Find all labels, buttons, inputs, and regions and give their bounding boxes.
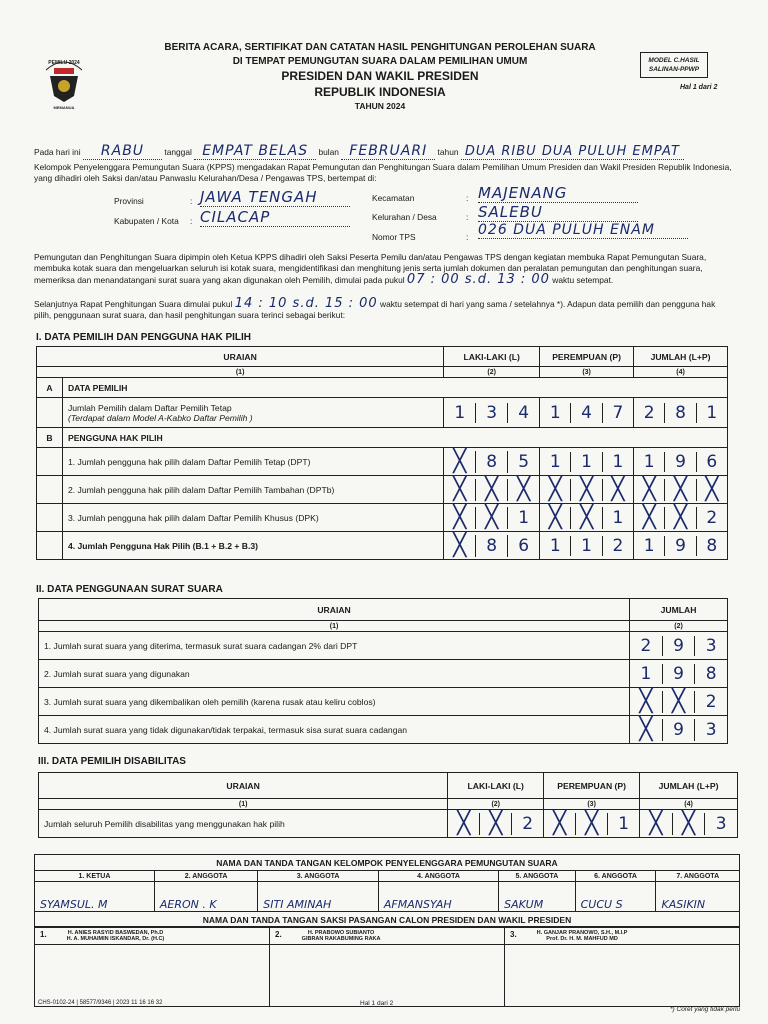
handwritten-digit: 8 xyxy=(475,451,507,473)
cross-mark: ╳ xyxy=(662,691,695,713)
handwritten-digit: 3 xyxy=(704,813,737,835)
section3-title: III. DATA PEMILIH DISABILITAS xyxy=(38,756,186,767)
handwritten-digit: 2 xyxy=(694,691,727,713)
handwritten-digit: 3 xyxy=(475,403,507,423)
handwritten-digit: 6 xyxy=(696,452,727,472)
counting-time: 14 : 10 s.d. 15 : 00 xyxy=(234,296,378,311)
section3-table: URAIAN LAKI-LAKI (L) PEREMPUAN (P) JUMLAH (L+P) (1) (2) (3) (4) Jumlah seluruh Pemilih disabilitas yang menggunakan hak pilih ╳ ╳ 2 ╳ ╳ 1 ╳ ╳ 3 xyxy=(38,772,738,838)
col-perempuan: PEREMPUAN (P) xyxy=(540,347,634,367)
kpps-role: 3. ANGGOTA xyxy=(258,871,379,882)
cross-mark: ╳ xyxy=(475,479,507,501)
kpps-signature-name: SAKUM xyxy=(499,882,575,912)
handwritten-digit: 1 xyxy=(549,535,561,556)
kabupaten-label: Kabupaten / Kota xyxy=(114,216,179,226)
footer-page: Hal 1 dari 2 xyxy=(360,1000,394,1007)
kecamatan-value: MAJENANG xyxy=(478,184,638,203)
table-row: 3. Jumlah pengguna hak pilih dalam Daftar Pemilih Khusus (DPK) ╳ ╳ 1 ╳ ╳ 1 ╳ ╳ 2 xyxy=(37,504,728,532)
cross-mark: ╳ xyxy=(548,504,562,530)
handwritten-digit: 9 xyxy=(662,664,695,684)
date-line: Pada hari ini RABU tanggal EMPAT BELAS bulan FEBRUARI tahun DUA RIBU DUA PULUH EMPAT xyxy=(34,146,734,158)
handwritten-digit: 1 xyxy=(549,402,561,423)
tahun-value: DUA RIBU DUA PULUH EMPAT xyxy=(461,144,684,160)
cross-mark: ╳ xyxy=(570,507,601,529)
saksi-3-sign xyxy=(505,945,740,1007)
cross-mark: ╳ xyxy=(602,479,633,501)
kpps-role: 1. KETUA xyxy=(35,871,155,882)
handwritten-digit: 1 xyxy=(454,402,466,423)
model-badge: MODEL C.HASIL SALINAN-PPWP xyxy=(640,52,708,78)
kpps-role: 7. ANGGOTA xyxy=(656,871,740,882)
handwritten-digit: 8 xyxy=(475,535,507,557)
saksi-candidate-header: 2. H. PRABOWO SUBIANTO GIBRAN RAKABUMING RAKA xyxy=(270,927,505,945)
section1-title: I. DATA PEMILIH DAN PENGGUNA HAK PILIH xyxy=(36,332,251,343)
cross-mark: ╳ xyxy=(457,810,471,836)
table-row: 2. Jumlah surat suara yang digunakan 1 9 8 xyxy=(39,660,728,688)
kpps-signature-name: AFMANSYAH xyxy=(378,882,498,912)
kpps-signature-name: CUCU S xyxy=(575,882,656,912)
counting-paragraph: Selanjutnya Rapat Penghitungan Suara dimulai pukul 14 : 10 s.d. 15 : 00 waktu setempat di hari yang sama / setelahnya *). Adapun data pemilih dan pengguna hak pilih, penggunaan surat suara, dan hasil penghitungan suara terinci sebagai berikut: xyxy=(34,296,716,320)
handwritten-digit: 2 xyxy=(602,536,633,556)
title-line5: TAHUN 2024 xyxy=(354,101,406,111)
cross-mark: ╳ xyxy=(553,810,567,836)
table-row: 1. Jumlah pengguna hak pilih dalam Daftar Pemilih Tetap (DPT) ╳ 8 5 1 1 1 1 9 6 xyxy=(37,448,728,476)
col-uraian: URAIAN xyxy=(37,347,444,367)
kpps-signature-name: SYAMSUL. M xyxy=(35,882,155,912)
table-row: Jumlah seluruh Pemilih disabilitas yang menggunakan hak pilih ╳ ╳ 2 ╳ ╳ 1 ╳ ╳ 3 xyxy=(39,810,738,838)
cross-mark: ╳ xyxy=(696,479,727,501)
handwritten-digit: 1 xyxy=(643,451,655,472)
kpps-role: 4. ANGGOTA xyxy=(378,871,498,882)
handwritten-digit: 3 xyxy=(694,636,727,656)
table-row: 4. Jumlah surat suara yang tidak digunakan/tidak terpakai, termasuk sisa surat suara cadangan ╳ 9 3 xyxy=(39,716,728,744)
handwritten-digit: 8 xyxy=(694,664,727,684)
page-indicator: Hal 1 dari 2 xyxy=(680,84,718,91)
cross-mark: ╳ xyxy=(649,810,663,836)
form-page: PEMILU 2024 MEMANUA BERITA ACARA, SERTIFIKAT DAN CATATAN HASIL PENGHITUNGAN PEROLEHAN SUARA DI TEMPAT PEMUNGUTAN SUARA DALAM PEMILIHAN UMUM PRESIDEN DAN WAKIL PRESIDEN REPUBLIK INDONESIA TAHUN 2024 MODEL C.HASIL SALINAN-PPWP Hal 1 dari 2 Pada hari ini RABU tanggal EMPAT BELAS bulan FEBRUARI tahun DUA RIBU DUA PULUH EMPAT Kelompok Penyelenggara Pemungutan Suara (KPPS) mengadakan Rapat Pemungutan dan Penghitungan Suara dalam Pemilihan Umum Presiden dan Wakil Presiden Republik Indonesia, yang dihadiri oleh Saksi dan/atau Panwaslu Kelurahan/Desa / Pengawas TPS, bertempat di: Provinsi : JAWA TENGAH Kabupaten / Kota : CILACAP Kecamatan : MAJENANG Kelurahan / Desa : SALEBU Nomor TPS : 026 DUA PULUH ENAM Pemungutan dan Penghitungan Suara dipimpin oleh Ketua KPPS dihadiri oleh Saksi Peserta Pemilu dan/atau Pengawas TPS dengan kegiatan membuka Rapat Pemungutan Suara, membuka kotak suara dan mengeluarkan seluruh isi kotak suara, mengidentifikasi dan menghitung jenis serta jumlah dokumen dan peralatan pemungutan dan penghitungan suara, memeriksa dan menandatangani surat suara yang akan digunakan oleh Pemilih, dimulai pada pukul 07 : 00 s.d. 13 : 00 waktu setempat. Selanjutnya Rapat Penghitungan Suara dimulai pukul 14 : 10 s.d. 15 : 00 waktu setempat di hari yang sama / setelahnya *). Adapun data pemilih dan pengguna hak pilih, penggunaan surat suara, dan hasil penghitungan suara terinci sebagai berikut: I. DATA PEMILIH DAN PENGGUNA HAK PILIH URAIAN LAKI-LAKI (L) PEREMPUAN (P) JUMLAH (L+P) (1) (2) (3) (4) A DATA PEMILIH Jumlah Pemilih dalam Daftar Pemilih Tetap (Terdapat dalam Model A-Kabko Daftar Pemilih ) 1 3 4 1 4 7 2 8 1 B PENGGUNA HAK PILIH 1. Jumlah pengguna hak pilih dalam Daftar Pemilih Tetap (DPT) ╳ 8 5 1 1 1 1 9 6 2. Jumlah pengguna hak pilih dalam Daftar Pemilih Tambahan (DPTb) ╳ ╳ ╳ ╳ ╳ ╳ ╳ ╳ ╳ 3. Jumlah pengguna hak pilih dalam Daftar Pemilih Khusus (DPK) ╳ ╳ 1 ╳ ╳ 1 ╳ ╳ 2 4. Jumlah Pengguna Hak Pilih (B.1 + B.2 + B.3) ╳ 8 6 1 1 2 1 9 8 II. DATA PENGGUNAAN SURAT SUARA URAIAN JUMLAH (1) (2) 1. Jumlah surat suara yang diterima, termasuk surat suara cadangan 2% dari DPT 2 9 3 2. Jumlah surat suara yang digunakan 1 9 8 3. Jumlah surat suara yang dikembalikan oleh pemilih (karena rusak atau keliru coblos) ╳ ╳ 2 4. Jumlah surat suara yang tidak digunakan/tidak terpakai, termasuk sisa surat suara cadangan ╳ 9 3 III. DATA PEMILIH DISABILITAS URAIAN LAKI-LAKI (L) PEREMPUAN (P) JUMLAH (L+P) (1) (2) (3) (4) Jumlah seluruh Pemilih disabilitas yang menggunakan hak pilih ╳ ╳ 2 ╳ ╳ 1 ╳ ╳ 3 NAMA DAN TANDA TANGAN KELOMPOK PENYELENGGARA PEMUNGUTAN SUARA 1. KETUA 2. ANGGOTA 3. ANGGOTA 4. ANGGOTA 5. ANGGOTA 6. ANGGOTA 7. ANGGOTA SYAMSUL. M AERON . K SITI AMINAH AFMANSYAH SAKUM CUCU S KASIKIN NAMA DAN TANDA TANGAN SAKSI PASANGAN CALON PRESIDEN DAN WAKIL PRESIDEN 1. H. ANIES RASYID BASWEDAN, Ph.D H. A. MUHAIMIN ISKANDAR, Dr. (H.C) 2. H. PRABOWO SUBIANTO GIBRAN RAKABUMING RAKA 3. H. GANJAR PRANOWO, S.H., M.I.P Prof. Dr. H. M. MAHFUD MD CHS-0102-24 | 58577/9346 | 2023 11 16 16 32 Hal 1 dari 2 *) Coret yang tidak perlu xyxy=(0,0,768,1024)
intro-paragraph: Kelompok Penyelenggara Pemungutan Suara (KPPS) mengadakan Rapat Pemungutan dan Penghitungan Suara dalam Pemilihan Umum Presiden dan Wakil Presiden Republik Indonesia, yang dihadiri oleh Saksi dan/atau Panwaslu Kelurahan/Desa / Pengawas TPS, bertempat di: xyxy=(34,162,732,183)
tanggal-value: EMPAT BELAS xyxy=(194,143,316,160)
procedure-paragraph: Pemungutan dan Penghitungan Suara dipimpin oleh Ketua KPPS dihadiri oleh Saksi Peserta Pemilu dan/atau Pengawas TPS dengan kegiatan membuka Rapat Pemungutan Suara, membuka kotak suara dan mengeluarkan seluruh isi kotak suara, mengidentifikasi dan menghitung jenis serta jumlah dokumen dan peralatan pemungutan dan penghitungan suara, memeriksa dan menandatangani surat suara yang akan digunakan oleh Pemilih, dimulai pada pukul 07 : 00 s.d. 13 : 00 waktu setempat. xyxy=(34,252,707,287)
kelurahan-value: SALEBU xyxy=(478,203,638,222)
table-row: 4. Jumlah Pengguna Hak Pilih (B.1 + B.2 + B.3) ╳ 8 6 1 1 2 1 9 8 xyxy=(37,532,728,560)
kabupaten-value: CILACAP xyxy=(200,208,350,227)
handwritten-digit: 4 xyxy=(507,403,539,423)
handwritten-digit: 2 xyxy=(511,813,543,835)
handwritten-digit: 1 xyxy=(602,452,633,472)
footer-note: *) Coret yang tidak perlu xyxy=(670,1006,741,1013)
form-code: CHS-0102-24 | 58577/9346 | 2023 11 16 16 32 xyxy=(38,1000,163,1006)
cross-mark: ╳ xyxy=(639,716,653,742)
cross-mark: ╳ xyxy=(453,504,467,530)
handwritten-digit: 6 xyxy=(507,535,539,557)
handwritten-digit: 1 xyxy=(602,507,633,529)
provinsi-label: Provinsi xyxy=(114,196,144,206)
cross-mark: ╳ xyxy=(642,476,656,502)
kpps-signature-name: AERON . K xyxy=(154,882,257,912)
cross-mark: ╳ xyxy=(479,813,511,835)
table-row: 1. Jumlah surat suara yang diterima, termasuk surat suara cadangan 2% dari DPT 2 9 3 xyxy=(39,632,728,660)
col-jumlah: JUMLAH (L+P) xyxy=(634,347,728,367)
handwritten-digit: 7 xyxy=(602,403,633,423)
handwritten-digit: 3 xyxy=(694,719,727,741)
cross-mark: ╳ xyxy=(507,479,539,501)
logo-bottom-text: MEMANUA xyxy=(53,105,75,110)
handwritten-digit: 8 xyxy=(696,536,727,556)
table-row: 3. Jumlah surat suara yang dikembalikan oleh pemilih (karena rusak atau keliru coblos) ╳ ╳ 2 xyxy=(39,688,728,716)
handwritten-digit: 1 xyxy=(640,663,652,684)
handwritten-digit: 9 xyxy=(662,719,695,741)
logo-top-text: PEMILU 2024 xyxy=(48,60,80,66)
cross-mark: ╳ xyxy=(664,507,695,529)
kpps-signature-name: KASIKIN xyxy=(656,882,740,912)
handwritten-digit: 9 xyxy=(664,452,695,472)
saksi-candidate-header: 3. H. GANJAR PRANOWO, S.H., M.I.P Prof. Dr. H. M. MAHFUD MD xyxy=(505,927,740,945)
handwritten-digit: 9 xyxy=(664,536,695,556)
provinsi-value: JAWA TENGAH xyxy=(200,188,350,207)
data-pemilih-heading: DATA PEMILIH xyxy=(62,378,727,398)
hari-value: RABU xyxy=(83,143,162,160)
section2-table: URAIAN JUMLAH (1) (2) 1. Jumlah surat suara yang diterima, termasuk surat suara cadangan 2% dari DPT 2 9 3 2. Jumlah surat suara yang digunakan 1 9 8 3. Jumlah surat suara yang dikembalikan oleh pemilih (karena rusak atau keliru coblos) ╳ ╳ 2 4. Jumlah surat suara yang tidak digunakan/tidak terpakai, termasuk sisa surat suara cadangan ╳ 9 3 xyxy=(38,598,728,744)
handwritten-digit: 1 xyxy=(696,403,727,423)
handwritten-digit: 2 xyxy=(640,635,652,656)
bulan-value: FEBRUARI xyxy=(341,143,435,160)
handwritten-digit: 8 xyxy=(664,403,695,423)
saksi-2-sign xyxy=(270,945,505,1007)
handwritten-digit: 1 xyxy=(570,536,601,556)
kpps-role: 6. ANGGOTA xyxy=(575,871,656,882)
cross-mark: ╳ xyxy=(548,476,562,502)
saksi-candidate-header: 1. H. ANIES RASYID BASWEDAN, Ph.D H. A. MUHAIMIN ISKANDAR, Dr. (H.C) xyxy=(35,927,270,945)
cross-mark: ╳ xyxy=(642,504,656,530)
handwritten-digit: 9 xyxy=(662,636,695,656)
handwritten-digit: 5 xyxy=(507,451,539,473)
kpps-signature-name: SITI AMINAH xyxy=(258,882,379,912)
handwritten-digit: 2 xyxy=(643,402,655,423)
handwritten-digit: 1 xyxy=(507,507,539,529)
saksi-1-sign xyxy=(35,945,270,1007)
title-line2: DI TEMPAT PEMUNGUTAN SUARA DALAM PEMILIHAN UMUM xyxy=(232,56,528,67)
kelurahan-label: Kelurahan / Desa xyxy=(372,212,437,222)
tps-value: 026 DUA PULUH ENAM xyxy=(478,222,688,239)
cross-mark: ╳ xyxy=(639,688,653,714)
voting-time: 07 : 00 s.d. 13 : 00 xyxy=(406,272,550,287)
table-row: 2. Jumlah pengguna hak pilih dalam Daftar Pemilih Tambahan (DPTb) ╳ ╳ ╳ ╳ ╳ ╳ ╳ ╳ ╳ xyxy=(37,476,728,504)
title-line1: BERITA ACARA, SERTIFIKAT DAN CATATAN HASIL PENGHITUNGAN PEROLEHAN SUARA xyxy=(164,42,596,53)
cross-mark: ╳ xyxy=(575,813,607,835)
pengguna-heading: PENGGUNA HAK PILIH xyxy=(62,428,727,448)
title-line3: PRESIDEN DAN WAKIL PRESIDEN xyxy=(281,69,479,83)
cross-mark: ╳ xyxy=(475,507,507,529)
cross-mark: ╳ xyxy=(453,448,467,474)
kecamatan-label: Kecamatan xyxy=(372,193,415,203)
cross-mark: ╳ xyxy=(453,532,467,558)
handwritten-digit: 1 xyxy=(607,813,639,835)
kpps-role: 5. ANGGOTA xyxy=(499,871,575,882)
handwritten-digit: 1 xyxy=(549,451,561,472)
kpu-logo xyxy=(40,52,88,110)
cross-mark: ╳ xyxy=(453,476,467,502)
saksi-signature-table xyxy=(34,926,740,1007)
kpps-role: 2. ANGGOTA xyxy=(154,871,257,882)
title-line4: REPUBLIK INDONESIA xyxy=(314,85,446,99)
kpps-signature-table: NAMA DAN TANDA TANGAN KELOMPOK PENYELENGGARA PEMUNGUTAN SUARA 1. KETUA 2. ANGGOTA 3. ANGGOTA 4. ANGGOTA 5. ANGGOTA 6. ANGGOTA 7. ANGGOTA SYAMSUL. M AERON . K SITI AMINAH AFMANSYAH SAKUM CUCU S KASIKIN NAMA DAN TANDA TANGAN SAKSI PASANGAN CALON PRESIDEN DAN WAKIL PRESIDEN xyxy=(34,854,740,928)
section2-title: II. DATA PENGGUNAAN SURAT SUARA xyxy=(36,584,223,595)
handwritten-digit: 1 xyxy=(643,535,655,556)
handwritten-digit: 2 xyxy=(696,507,727,529)
table-row: Jumlah Pemilih dalam Daftar Pemilih Tetap (Terdapat dalam Model A-Kabko Daftar Pemilih ) 1 3 4 1 4 7 2 8 1 xyxy=(37,398,728,428)
cross-mark: ╳ xyxy=(672,813,705,835)
handwritten-digit: 4 xyxy=(570,403,601,423)
col-laki: LAKI-LAKI (L) xyxy=(444,347,540,367)
cross-mark: ╳ xyxy=(570,479,601,501)
section1-table: URAIAN LAKI-LAKI (L) PEREMPUAN (P) JUMLAH (L+P) (1) (2) (3) (4) A DATA PEMILIH Jumlah Pemilih dalam Daftar Pemilih Tetap (Terdapat dalam Model A-Kabko Daftar Pemilih ) 1 3 4 1 4 7 2 8 1 B PENGGUNA HAK PILIH 1. Jumlah pengguna hak pilih dalam Daftar Pemilih Tetap (DPT) ╳ 8 5 1 1 1 1 9 6 2. Jumlah pengguna hak pilih dalam Daftar Pemilih Tambahan (DPTb) ╳ ╳ ╳ ╳ ╳ ╳ ╳ ╳ ╳ 3. Jumlah pengguna hak pilih dalam Daftar Pemilih Khusus (DPK) ╳ ╳ 1 ╳ ╳ 1 ╳ ╳ 2 4. Jumlah Pengguna Hak Pilih (B.1 + B.2 + B.3) ╳ 8 6 1 1 2 1 9 8 xyxy=(36,346,728,560)
tps-label: Nomor TPS xyxy=(372,232,416,242)
cross-mark: ╳ xyxy=(664,479,695,501)
handwritten-digit: 1 xyxy=(570,452,601,472)
